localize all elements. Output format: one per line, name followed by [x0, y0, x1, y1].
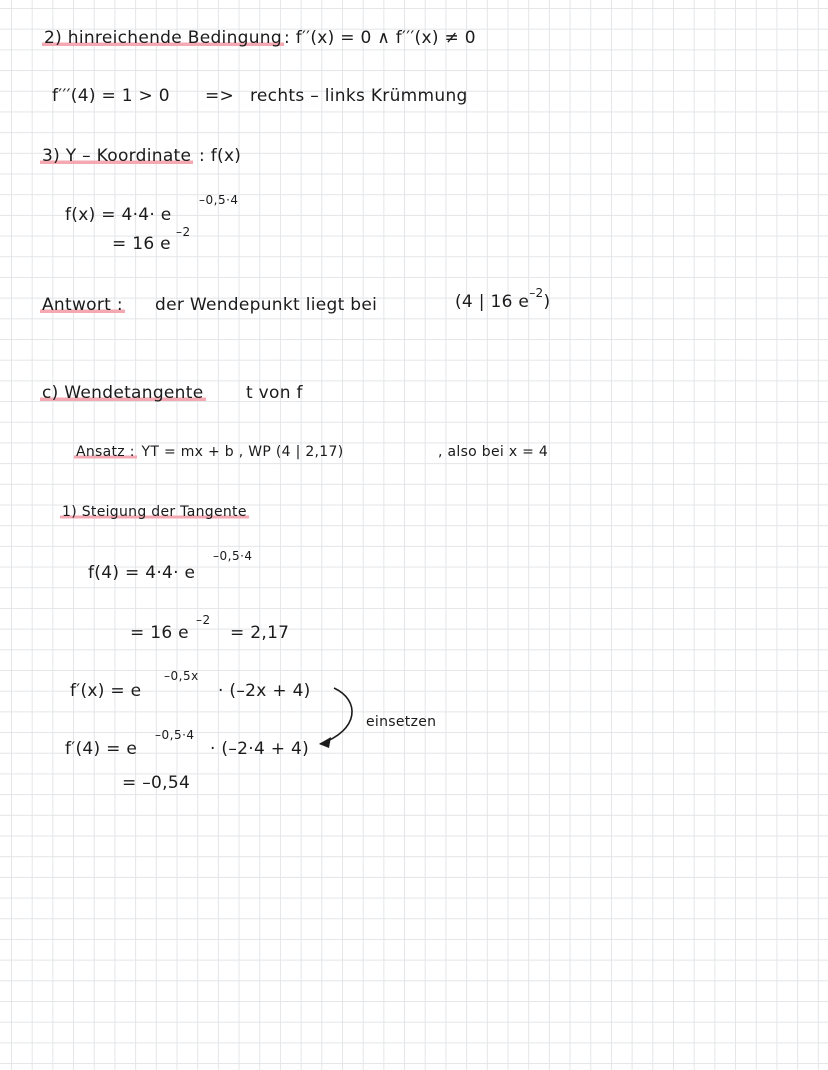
- f4-calculation: f(4) = 4·4· e: [88, 563, 196, 583]
- section-heading-sufficient-condition: 2) hinreichende Bedingung: [44, 28, 282, 48]
- f4-simplified-exponent: –2: [196, 613, 211, 627]
- inflection-point-base: (4 | 16 e: [455, 292, 530, 312]
- inflection-point-exponent: –2: [529, 286, 544, 300]
- first-derivative-factor: · (–2x + 4): [218, 681, 311, 701]
- condition-formula: : f′′(x) = 0 ∧ f′′′(x) ≠ 0: [283, 28, 476, 48]
- answer-text: der Wendepunkt liegt bei: [155, 295, 378, 315]
- inflection-point-close: ): [543, 292, 551, 312]
- third-derivative-evaluation: f′′′(4) = 1 > 0: [52, 86, 170, 106]
- fx-simplified: = 16 e: [112, 234, 171, 254]
- first-derivative-at-4-exponent: –0,5·4: [155, 728, 195, 742]
- first-derivative-at-4: f′(4) = e: [65, 739, 138, 759]
- insert-note: einsetzen: [366, 714, 437, 730]
- fx-calculation: f(x) = 4·4· e: [65, 205, 172, 225]
- section-heading-y-coordinate: 3) Y – Koordinate: [42, 146, 192, 166]
- f4-simplified: = 16 e: [130, 623, 189, 643]
- ansatz-label: Ansatz :: [76, 444, 135, 460]
- first-derivative: f′(x) = e: [70, 681, 142, 701]
- f4-value: = 2,17: [230, 623, 290, 643]
- implies-arrow: =>: [205, 86, 235, 106]
- curvature-result: rechts – links Krümmung: [250, 86, 468, 106]
- section-heading-tangent: c) Wendetangente: [42, 383, 204, 403]
- first-derivative-at-4-factor: · (–2·4 + 4): [210, 739, 310, 759]
- ansatz-formula: YT = mx + b , WP (4 | 2,17): [141, 444, 344, 460]
- f4-exponent: –0,5·4: [213, 549, 253, 563]
- tangent-of-f: t von f: [246, 383, 303, 403]
- ansatz-x-value: , also bei x = 4: [438, 444, 549, 460]
- subsection-heading-slope: 1) Steigung der Tangente: [62, 504, 247, 520]
- fx-simplified-exponent: –2: [176, 225, 191, 239]
- y-coordinate-function: : f(x): [199, 146, 242, 166]
- fx-exponent: –0,5·4: [199, 193, 239, 207]
- slope-value: = –0,54: [122, 773, 191, 793]
- first-derivative-exponent: –0,5x: [164, 669, 199, 683]
- answer-label: Antwort :: [42, 295, 123, 315]
